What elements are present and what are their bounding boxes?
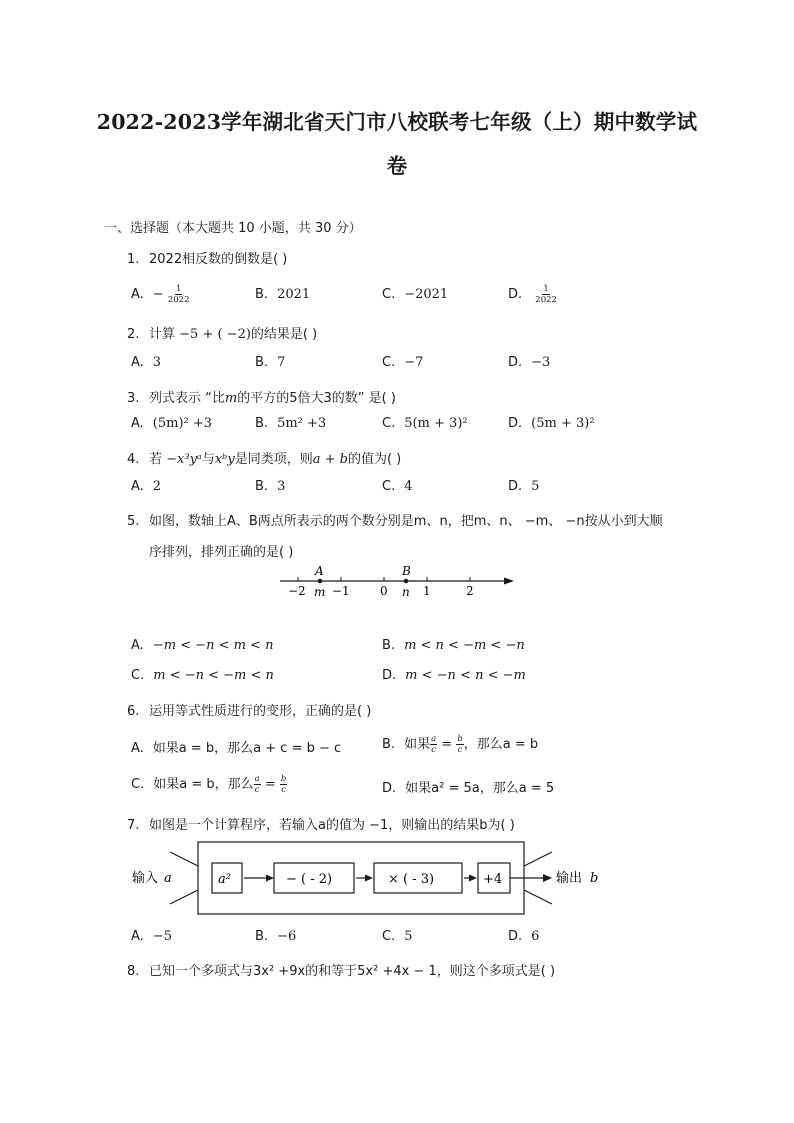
- q4-option-c: C. 4: [382, 479, 413, 494]
- q6-option-d: D. 如果a² = 5a，那么a = 5: [382, 781, 555, 796]
- label-m: m: [314, 585, 326, 599]
- calculation-program-diagram: [130, 838, 610, 918]
- point-a: [318, 579, 323, 584]
- fraction: $\frac{b}{c}$: [457, 734, 463, 755]
- funnel-line: [170, 852, 198, 866]
- fraction: $\frac{a}{c}$: [431, 734, 437, 755]
- funnel-line: [524, 890, 552, 904]
- q4-option-b: B. 3: [255, 479, 286, 494]
- box-add-label: +4: [483, 872, 503, 887]
- q5-option-a: A. −m < −n < m < n: [131, 638, 274, 653]
- section-heading: 一、选择题（本大题共 10 小题，共 30 分）: [104, 221, 362, 236]
- tick-label: −2: [288, 584, 306, 598]
- question-4: 4. 若 −x³yᵃ与xᵇy是同类项，则a + b的值为( ): [127, 452, 402, 467]
- page-title: 2022-2023学年湖北省天门市八校联考七年级（上）期中数学试 卷: [96, 110, 698, 178]
- tick-label: 2: [466, 584, 474, 598]
- point-b: [404, 579, 409, 584]
- label-b: B: [402, 564, 411, 578]
- funnel-line: [524, 852, 552, 866]
- tick-label: 1: [423, 584, 431, 598]
- question-5: 5. 如图，数轴上A、B两点所表示的两个数分别是m、n，把m、n、 −m、 −n按从小到大顺: [127, 514, 663, 529]
- fraction: $\frac{b}{c}$: [280, 774, 287, 795]
- number-line: [278, 563, 518, 603]
- q1-option-b: B. 2021: [255, 287, 311, 302]
- arrow-icon: [266, 875, 274, 882]
- q2-option-a: A. 3: [131, 355, 162, 370]
- question-7: 7. 如图是一个计算程序，若输入a的值为 −1，则输出的结果b为( ): [127, 818, 515, 833]
- q7-option-a: A. −5: [131, 929, 172, 944]
- label-a: A: [315, 564, 324, 578]
- q4-option-a: A. 2: [131, 479, 162, 494]
- axis-arrow-icon: [504, 578, 514, 585]
- q1-option-c: C. −2021: [382, 287, 449, 302]
- q6-option-a: A. 如果a = b，那么a + c = b − c: [131, 741, 342, 756]
- q2-option-d: D. −3: [508, 355, 551, 370]
- q5-option-b: B. m < n < −m < −n: [382, 638, 525, 653]
- arrow-icon: [365, 875, 373, 882]
- arrow-icon: [469, 875, 477, 882]
- box-subtract-label: − ( - 2): [286, 872, 333, 887]
- q3-option-a: A. (5m)² +3: [131, 416, 213, 431]
- q6-option-c: C. 如果a = b，那么 $\frac{a}{c}$ = $\frac{b}{c}$: [131, 774, 287, 795]
- q2-option-c: C. −7: [382, 355, 424, 370]
- svg-text:b: b: [590, 871, 599, 886]
- question-6: 6. 运用等式性质进行的变形，正确的是( ): [127, 704, 372, 719]
- arrow-icon: [543, 874, 552, 882]
- q5-option-c: C. m < −n < −m < n: [131, 668, 274, 683]
- q4-option-d: D. 5: [508, 479, 540, 494]
- q7-option-c: C. 5: [382, 929, 413, 944]
- question-1: 1. 2022相反数的倒数是( ): [127, 252, 288, 267]
- q3-option-c: C. 5(m + 3)²: [382, 416, 468, 431]
- question-2: 2. 计算 −5 + ( −2)的结果是( ): [127, 327, 318, 342]
- fraction: $\frac{1}{2022}$: [535, 284, 557, 305]
- funnel-line: [170, 890, 198, 904]
- fraction: $\frac{a}{c}$: [254, 774, 260, 795]
- label-n: n: [402, 585, 410, 599]
- box-square-label: a²: [218, 872, 231, 887]
- q7-option-d: D. 6: [508, 929, 540, 944]
- q1-option-d: D. $\frac{1}{2022}$: [508, 284, 557, 305]
- question-5-line2: 序排列，排列正确的是( ): [149, 545, 294, 560]
- box-multiply-label: × ( - 3): [388, 872, 435, 887]
- question-8: 8. 已知一个多项式与3x² +9x的和等于5x² +4x − 1，则这个多项式是( ): [127, 964, 556, 979]
- q2-option-b: B. 7: [255, 355, 286, 370]
- svg-text:a: a: [164, 871, 172, 886]
- q7-option-b: B. −6: [255, 929, 297, 944]
- tick-label: −1: [332, 584, 350, 598]
- input-label: 输入: [132, 871, 159, 886]
- q6-option-b: B. 如果 $\frac{a}{c}$ = $\frac{b}{c}$ ，那么a = b: [382, 734, 539, 755]
- q5-option-d: D. m < −n < n < −m: [382, 668, 526, 683]
- output-label: 输出: [556, 871, 583, 886]
- fraction: $\frac{1}{2022}$: [167, 284, 190, 305]
- q3-option-d: D. (5m + 3)²: [508, 416, 595, 431]
- question-3: 3. 列式表示 “比m的平方的5倍大3的数” 是( ): [127, 391, 396, 406]
- q1-option-a: A. − $\frac{1}{2022}$: [131, 284, 190, 305]
- tick-label: 0: [380, 584, 388, 598]
- q3-option-b: B. 5m² +3: [255, 416, 327, 431]
